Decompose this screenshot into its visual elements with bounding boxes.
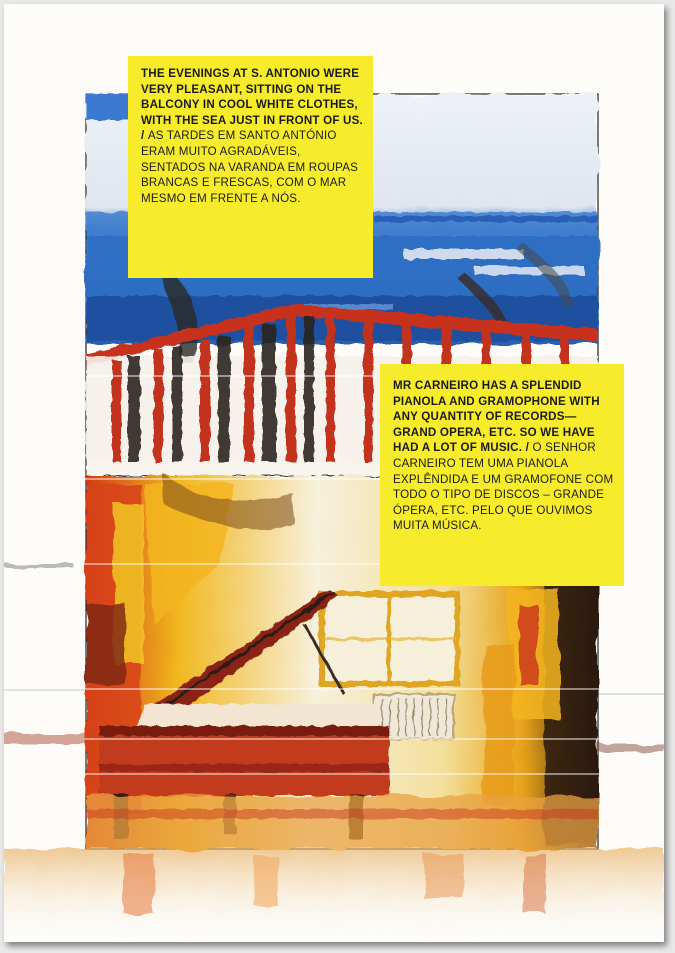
caption-english: THE EVENINGS AT S. ANTONIO WERE VERY PLEASANT, SITTING ON THE BALCONY IN COOL WHITE CLOTHES, WITH THE SEA JUST IN FRONT OF US. [141,67,363,127]
caption-separator: / [522,441,533,455]
caption-portuguese: O SENHOR CARNEIRO TEM UMA PIANOLA EXPLÊNDIDA E UM GRAMOFONE COM TODO O TIPO DE DISCOS – GRANDE ÓPERA, ETC. PELO QUE OUVIMOS MUITA MÚSICA. [393,441,614,533]
caption-box-pianola [380,364,624,586]
caption-box-evenings [128,56,373,278]
caption-portuguese: AS TARDES EM SANTO ANTÓNIO ERAM MUITO AGRADÁVEIS, SENTADOS NA VARANDA EM ROUPAS BRANCAS E FRESCAS, COM O MAR MESMO EM FRENTE A NÓS. [141,129,359,205]
comic-page [4,4,664,942]
caption-english: MR CARNEIRO HAS A SPLENDID PIANOLA AND GRAMOPHONE WITH ANY QUANTITY OF RECORDS—GRAND OPERA, ETC. SO WE HAVE HAD A LOT OF MUSIC. [393,379,600,455]
caption-separator: / [141,129,148,143]
